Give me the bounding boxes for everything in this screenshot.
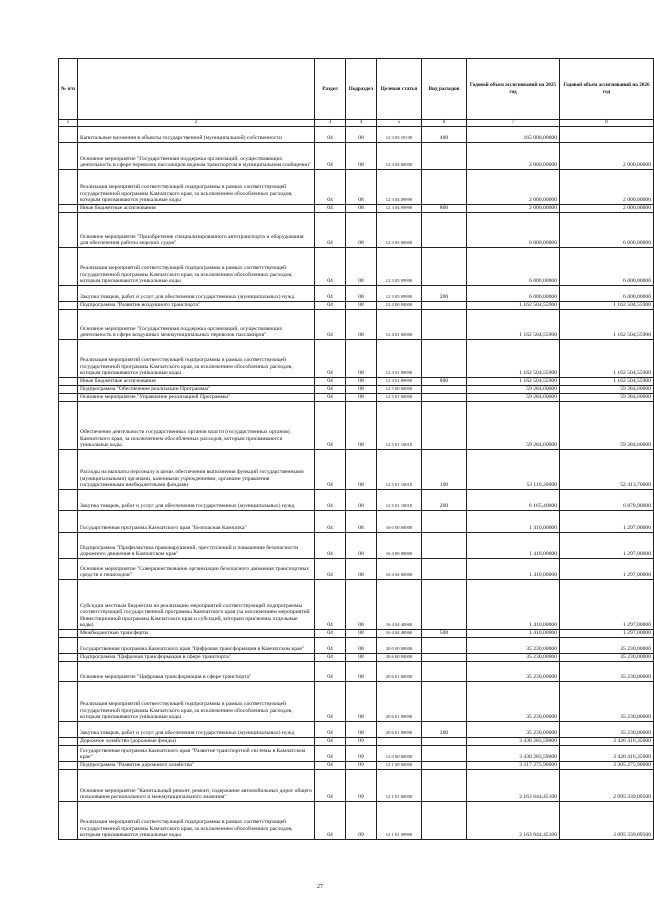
row-name-cell: Реализация мероприятий соответствующей подпрограммы в рамках соответствующей государственной программы Камчатского края, за исключением обособленных расходов, которым присваиваются уникальные коды xyxy=(78,682,315,722)
row-year2-cell: 1 297,00000 xyxy=(560,580,654,630)
row-year2-cell: 3 305 275,90000 xyxy=(560,762,654,770)
table-row xyxy=(59,205,654,213)
row-year1-cell: 1 410,00000 xyxy=(467,511,560,533)
row-year1-cell: 2 000,00000 xyxy=(467,205,560,213)
row-year2-cell xyxy=(560,127,654,143)
row-name-cell: Подпрограмма "Обеспечение реализации Программы" xyxy=(78,386,315,394)
row-section-cell: 04 xyxy=(315,770,346,802)
row-num-cell xyxy=(59,386,78,394)
row-subsection-cell: 08 xyxy=(346,662,377,682)
row-year1-cell: 3 317 275,90000 xyxy=(467,762,560,770)
row-year1-cell: 1 162 504,55900 xyxy=(467,302,560,310)
row-section-cell: 04 xyxy=(315,738,346,746)
row-name-cell: Закупка товаров, работ и услуг для обеспечения государственных (муниципальных) нужд xyxy=(78,490,315,511)
table-row xyxy=(59,662,654,682)
row-year2-cell: 35 230,00000 xyxy=(560,638,654,654)
row-name-cell: Иные бюджетные ассигнования xyxy=(78,205,315,213)
row-year1-cell: 2 163 644,45100 xyxy=(467,770,560,802)
row-exp-type-cell xyxy=(422,654,467,662)
row-year2-cell: 1 297,00000 xyxy=(560,511,654,533)
row-name-cell: Межбюджетные трансферты xyxy=(78,630,315,638)
row-exp-type-cell xyxy=(422,662,467,682)
row-article-cell: 12 4 01 09990 xyxy=(377,378,422,386)
row-year2-cell: 59 284,60000 xyxy=(560,402,654,450)
header-subsection: Подраздел xyxy=(346,59,377,120)
header-exp-type: Вид расходов xyxy=(422,59,467,120)
row-num-cell xyxy=(59,738,78,746)
row-year2-cell: 6 000,00000 xyxy=(560,286,654,302)
table-row xyxy=(59,533,654,559)
row-num-cell xyxy=(59,638,78,654)
row-article-cell: 12 4 00 00000 xyxy=(377,302,422,310)
row-name-cell: Основное мероприятие "Приобретение специализированного автотранспорта и оборудования для обеспечения работы морских судов" xyxy=(78,213,315,248)
row-name-cell: Дорожное хозяйство (дорожные фонды) xyxy=(78,738,315,746)
row-year2-cell: 1 297,00000 xyxy=(560,630,654,638)
row-year2-cell: 2 095 339,09500 xyxy=(560,802,654,840)
col-number: 8 xyxy=(560,120,654,127)
row-year1-cell: 3 438 283,59000 xyxy=(467,738,560,746)
row-subsection-cell: 08 xyxy=(346,559,377,580)
row-num-cell xyxy=(59,450,78,490)
row-article-cell: 12 1 01 00000 xyxy=(377,770,422,802)
row-num-cell xyxy=(59,746,78,762)
row-subsection-cell: 08 xyxy=(346,205,377,213)
row-article-cell: 16 4 04 00000 xyxy=(377,559,422,580)
row-year2-cell: 1 297,00000 xyxy=(560,533,654,559)
table-row xyxy=(59,302,654,310)
row-article-cell: 16 4 04 40060 xyxy=(377,630,422,638)
row-name-cell: Расходы на выплаты персоналу в целях обеспечения выполнения функций государственными (муниципальными) органами, казенными учреждениями, органами управления государственными внебюджетными фондами xyxy=(78,450,315,490)
header-year2: Годовой объем ассигнований на 2026 год xyxy=(560,59,654,120)
row-name-cell: Подпрограмма "Развитие дорожного хозяйства" xyxy=(78,762,315,770)
row-year2-cell: 6 000,00000 xyxy=(560,213,654,248)
row-year1-cell: 1 410,00000 xyxy=(467,580,560,630)
row-subsection-cell: 08 xyxy=(346,394,377,402)
row-exp-type-cell xyxy=(422,533,467,559)
row-num-cell xyxy=(59,580,78,630)
row-year1-cell: 6 000,00000 xyxy=(467,213,560,248)
row-year2-cell: 35 230,00000 xyxy=(560,722,654,738)
table-row xyxy=(59,127,654,143)
row-name-cell: Субсидии местным бюджетам на реализацию мероприятий соответствующей подпрограммы соответствующей государственной программы Камчатского края (за исключением мероприятий Инвестиционной программы Камчатского края и субсидий, которым присвоены отдельные коды) xyxy=(78,580,315,630)
row-year1-cell: 1 410,00000 xyxy=(467,630,560,638)
row-subsection-cell: 08 xyxy=(346,490,377,511)
row-year2-cell: 3 426 416,35000 xyxy=(560,746,654,762)
row-year1-cell: 1 162 504,55900 xyxy=(467,378,560,386)
row-section-cell: 04 xyxy=(315,402,346,450)
row-section-cell: 04 xyxy=(315,511,346,533)
row-section-cell: 04 xyxy=(315,450,346,490)
row-year2-cell: 59 284,60000 xyxy=(560,394,654,402)
row-num-cell xyxy=(59,402,78,450)
row-year1-cell: 1 162 504,55900 xyxy=(467,310,560,340)
table-row xyxy=(59,340,654,378)
row-name-cell: Реализация мероприятий соответствующей подпрограммы в рамках соответствующей государственной программы Камчатского края, за исключением обособленных расходов, которым присваиваются уникальные коды xyxy=(78,170,315,205)
row-section-cell: 04 xyxy=(315,205,346,213)
row-exp-type-cell xyxy=(422,386,467,394)
row-article-cell: 16 4 00 00000 xyxy=(377,533,422,559)
row-article-cell: 12 3 05 09990 xyxy=(377,286,422,302)
row-name-cell: Государственная программа Камчатского края "Цифровая трансформация в Камчатском крае" xyxy=(78,638,315,654)
row-year1-cell: 6 165,40000 xyxy=(467,490,560,511)
row-name-cell: Реализация мероприятий соответствующей подпрограммы в рамках соответствующей государственной программы Камчатского края, за исключением обособленных расходов, которым присваиваются уникальные коды xyxy=(78,248,315,286)
row-subsection-cell: 08 xyxy=(346,511,377,533)
table-row xyxy=(59,682,654,722)
row-year1-cell: 53 119,20000 xyxy=(467,450,560,490)
col-number: 4 xyxy=(346,120,377,127)
row-subsection-cell: 08 xyxy=(346,682,377,722)
row-exp-type-cell: 200 xyxy=(422,490,467,511)
row-num-cell xyxy=(59,762,78,770)
row-year1-cell: 35 230,00000 xyxy=(467,722,560,738)
row-subsection-cell: 08 xyxy=(346,630,377,638)
row-article-cell: 12 3 05 00000 xyxy=(377,213,422,248)
row-exp-type-cell xyxy=(422,580,467,630)
row-year1-cell: 6 000,00000 xyxy=(467,248,560,286)
row-exp-type-cell: 500 xyxy=(422,630,467,638)
col-number: 7 xyxy=(467,120,560,127)
row-section-cell: 04 xyxy=(315,386,346,394)
row-subsection-cell: 08 xyxy=(346,654,377,662)
row-section-cell: 04 xyxy=(315,213,346,248)
row-subsection-cell: 09 xyxy=(346,738,377,746)
row-year1-cell: 35 230,00000 xyxy=(467,662,560,682)
row-section-cell: 04 xyxy=(315,378,346,386)
row-name-cell: Государственная программа Камчатского края "Развитие транспортной системы в Камчатском крае" xyxy=(78,746,315,762)
row-name-cell: Основное мероприятие "Управление реализацией Программы" xyxy=(78,394,315,402)
row-num-cell xyxy=(59,340,78,378)
table-row xyxy=(59,746,654,762)
row-article-cell: 12 4 01 00000 xyxy=(377,310,422,340)
row-exp-type-cell xyxy=(422,310,467,340)
table-row xyxy=(59,378,654,386)
row-article-cell: 16 0 00 00000 xyxy=(377,511,422,533)
table-row xyxy=(59,511,654,533)
header-name xyxy=(78,59,315,120)
row-year1-cell: 6 000,00000 xyxy=(467,286,560,302)
row-subsection-cell: 08 xyxy=(346,143,377,170)
row-num-cell xyxy=(59,490,78,511)
row-year1-cell: 35 230,00000 xyxy=(467,682,560,722)
row-section-cell: 04 xyxy=(315,662,346,682)
row-subsection-cell: 08 xyxy=(346,310,377,340)
row-num-cell xyxy=(59,205,78,213)
row-num-cell xyxy=(59,722,78,738)
row-section-cell: 04 xyxy=(315,638,346,654)
row-article-cell: 12 3 05 09990 xyxy=(377,248,422,286)
table-row xyxy=(59,310,654,340)
row-year1-cell: 1 162 504,55900 xyxy=(467,340,560,378)
row-name-cell: Реализация мероприятий соответствующей подпрограммы в рамках соответствующей государственной программы Камчатского края, за исключением обособленных расходов, которым присваиваются уникальные коды xyxy=(78,802,315,840)
row-exp-type-cell xyxy=(422,394,467,402)
row-exp-type-cell: 800 xyxy=(422,378,467,386)
row-exp-type-cell xyxy=(422,143,467,170)
row-name-cell: Закупка товаров, работ и услуг для обеспечения государственных (муниципальных) нужд xyxy=(78,286,315,302)
row-year1-cell: 2 000,00000 xyxy=(467,170,560,205)
table-header-row xyxy=(59,59,654,120)
row-exp-type-cell xyxy=(422,638,467,654)
row-name-cell: Подпрограмма "Профилактика правонарушений, преступлений и повышение безопасности дорожного движения в Камчатском крае" xyxy=(78,533,315,559)
row-name-cell: Закупка товаров, работ и услуг для обеспечения государственных (муниципальных) нужд xyxy=(78,722,315,738)
row-section-cell: 04 xyxy=(315,310,346,340)
row-article-cell: 12 3 04 00000 xyxy=(377,143,422,170)
row-section-cell: 04 xyxy=(315,143,346,170)
row-name-cell: Основное мероприятие "Государственная поддержка организаций, осуществляющих деятельность в сфере перевозок пассажиров водным транспортом в муниципальном сообщении" xyxy=(78,143,315,170)
row-year1-cell: 2 163 644,45100 xyxy=(467,802,560,840)
row-subsection-cell: 08 xyxy=(346,533,377,559)
row-num-cell xyxy=(59,248,78,286)
row-article-cell: 12 1 01 09990 xyxy=(377,802,422,840)
row-exp-type-cell: 100 xyxy=(422,450,467,490)
row-year2-cell: 2 000,00000 xyxy=(560,205,654,213)
row-exp-type-cell xyxy=(422,302,467,310)
row-article-cell: 20 6 01 09990 xyxy=(377,682,422,722)
row-article-cell: 16 4 04 40060 xyxy=(377,580,422,630)
row-exp-type-cell: 200 xyxy=(422,286,467,302)
row-name-cell: Основное мероприятие "Государственная поддержка организаций, осуществляющих деятельность в сфере воздушных межмуниципальных перевозок пассажиров" xyxy=(78,310,315,340)
col-number: 3 xyxy=(315,120,346,127)
row-section-cell: 04 xyxy=(315,533,346,559)
row-article-cell: 12 4 01 09990 xyxy=(377,340,422,378)
row-year2-cell: 6 870,90000 xyxy=(560,490,654,511)
row-exp-type-cell xyxy=(422,340,467,378)
table-row xyxy=(59,654,654,662)
row-year1-cell: 1 410,00000 xyxy=(467,559,560,580)
table-row xyxy=(59,394,654,402)
row-num-cell xyxy=(59,286,78,302)
row-section-cell: 04 xyxy=(315,302,346,310)
table-row xyxy=(59,630,654,638)
row-year2-cell: 2 000,00000 xyxy=(560,170,654,205)
page-number: 27 xyxy=(317,884,323,890)
row-article-cell: 12 3 03 10130 xyxy=(377,127,422,143)
row-name-cell: Основное мероприятие "Цифровая трансформация в сфере транспорта" xyxy=(78,662,315,682)
row-name-cell: Государственная программа Камчатского края "Безопасная Камчатка" xyxy=(78,511,315,533)
row-article-cell: 12 5 01 10010 xyxy=(377,402,422,450)
row-year2-cell: 59 284,60000 xyxy=(560,386,654,394)
row-name-cell: Подпрограмма "Цифровая трансформация в сфере транспорта" xyxy=(78,654,315,662)
table-row xyxy=(59,490,654,511)
row-article-cell: 12 3 04 09990 xyxy=(377,205,422,213)
row-section-cell: 04 xyxy=(315,682,346,722)
row-subsection-cell: 08 xyxy=(346,213,377,248)
table-row xyxy=(59,143,654,170)
budget-table xyxy=(58,58,654,840)
row-year2-cell: 35 230,00000 xyxy=(560,654,654,662)
row-num-cell xyxy=(59,654,78,662)
row-name-cell: Основное мероприятие "Капитальный ремонт, ремонт, содержание автомобильных дорог общего пользования регионального и межмуниципального значения" xyxy=(78,770,315,802)
table-row xyxy=(59,770,654,802)
row-num-cell xyxy=(59,213,78,248)
row-exp-type-cell xyxy=(422,682,467,722)
row-num-cell xyxy=(59,770,78,802)
row-subsection-cell: 08 xyxy=(346,127,377,143)
row-article-cell: 20 6 00 00000 xyxy=(377,654,422,662)
row-exp-type-cell xyxy=(422,738,467,746)
row-exp-type-cell xyxy=(422,762,467,770)
table-row xyxy=(59,402,654,450)
header-section: Раздел xyxy=(315,59,346,120)
row-exp-type-cell: 200 xyxy=(422,722,467,738)
row-year2-cell: 1 162 504,55900 xyxy=(560,310,654,340)
row-article-cell: 12 5 00 00000 xyxy=(377,386,422,394)
row-subsection-cell: 08 xyxy=(346,722,377,738)
row-subsection-cell: 09 xyxy=(346,770,377,802)
row-exp-type-cell xyxy=(422,511,467,533)
row-year1-cell: 59 284,60000 xyxy=(467,386,560,394)
row-section-cell: 04 xyxy=(315,340,346,378)
table-row xyxy=(59,386,654,394)
row-exp-type-cell xyxy=(422,802,467,840)
row-section-cell: 04 xyxy=(315,630,346,638)
row-num-cell xyxy=(59,310,78,340)
col-number: 5 xyxy=(377,120,422,127)
row-year2-cell: 3 426 416,35000 xyxy=(560,738,654,746)
row-subsection-cell: 08 xyxy=(346,378,377,386)
row-subsection-cell: 09 xyxy=(346,762,377,770)
row-subsection-cell: 08 xyxy=(346,170,377,205)
row-article-cell: 20 6 01 00000 xyxy=(377,662,422,682)
table-row xyxy=(59,638,654,654)
table-row xyxy=(59,722,654,738)
row-year2-cell: 1 162 504,55900 xyxy=(560,302,654,310)
row-year1-cell: 3 438 283,59000 xyxy=(467,746,560,762)
row-article-cell: 12 5 01 10010 xyxy=(377,450,422,490)
row-num-cell xyxy=(59,802,78,840)
header-num: № п/п xyxy=(59,59,78,120)
table-row xyxy=(59,286,654,302)
table-row xyxy=(59,738,654,746)
row-subsection-cell: 08 xyxy=(346,286,377,302)
row-subsection-cell: 09 xyxy=(346,802,377,840)
row-article-cell xyxy=(377,738,422,746)
row-section-cell: 04 xyxy=(315,559,346,580)
row-num-cell xyxy=(59,143,78,170)
row-num-cell xyxy=(59,682,78,722)
column-number-row xyxy=(59,120,654,127)
row-article-cell: 12 1 00 00000 xyxy=(377,762,422,770)
table-row xyxy=(59,450,654,490)
row-year1-cell: 1 410,00000 xyxy=(467,533,560,559)
row-year1-cell: 2 000,00000 xyxy=(467,143,560,170)
row-exp-type-cell: 800 xyxy=(422,205,467,213)
table-row xyxy=(59,170,654,205)
row-subsection-cell: 08 xyxy=(346,402,377,450)
row-article-cell: 12 5 01 10010 xyxy=(377,490,422,511)
row-year2-cell: 2 000,00000 xyxy=(560,143,654,170)
row-year1-cell: 59 284,60000 xyxy=(467,394,560,402)
row-name-cell: Основное мероприятие "Совершенствование организации безопасного движения транспортных средств и пешеходов" xyxy=(78,559,315,580)
row-exp-type-cell xyxy=(422,170,467,205)
row-num-cell xyxy=(59,302,78,310)
row-exp-type-cell xyxy=(422,248,467,286)
row-name-cell: Обеспечение деятельности государственных органов власти (государственных органов) Камчатского края, за исключением обособленных расходов, которым присваиваются уникальные коды. xyxy=(78,402,315,450)
row-section-cell: 04 xyxy=(315,762,346,770)
header-year1: Годовой объем ассигнований на 2025 год xyxy=(467,59,560,120)
row-section-cell: 04 xyxy=(315,170,346,205)
row-year2-cell: 2 095 339,09500 xyxy=(560,770,654,802)
row-article-cell: 12 5 01 00000 xyxy=(377,394,422,402)
row-num-cell xyxy=(59,170,78,205)
row-subsection-cell: 08 xyxy=(346,302,377,310)
row-year2-cell: 6 000,00000 xyxy=(560,248,654,286)
row-exp-type-cell xyxy=(422,770,467,802)
row-exp-type-cell xyxy=(422,746,467,762)
row-section-cell: 04 xyxy=(315,394,346,402)
row-num-cell xyxy=(59,394,78,402)
row-article-cell: 12 0 00 00000 xyxy=(377,746,422,762)
row-year1-cell: 165 000,00000 xyxy=(467,127,560,143)
row-year2-cell: 35 230,00000 xyxy=(560,682,654,722)
table-row xyxy=(59,248,654,286)
row-num-cell xyxy=(59,662,78,682)
row-num-cell xyxy=(59,559,78,580)
table-row xyxy=(59,762,654,770)
row-subsection-cell: 09 xyxy=(346,746,377,762)
row-section-cell: 04 xyxy=(315,722,346,738)
row-num-cell xyxy=(59,630,78,638)
row-num-cell xyxy=(59,378,78,386)
row-section-cell: 04 xyxy=(315,654,346,662)
row-article-cell: 12 3 04 09990 xyxy=(377,170,422,205)
row-subsection-cell: 08 xyxy=(346,580,377,630)
row-section-cell: 04 xyxy=(315,580,346,630)
table-row xyxy=(59,580,654,630)
table-row xyxy=(59,802,654,840)
row-num-cell xyxy=(59,127,78,143)
row-name-cell: Реализация мероприятий соответствующей подпрограммы в рамках соответствующей государственной программы Камчатского края, за исключением обособленных расходов, которым присваиваются уникальные коды xyxy=(78,340,315,378)
row-section-cell: 04 xyxy=(315,802,346,840)
row-section-cell: 04 xyxy=(315,248,346,286)
row-year2-cell: 1 297,00000 xyxy=(560,559,654,580)
row-name-cell: Капитальные вложения в объекты государственной (муниципальной) собственности xyxy=(78,127,315,143)
table-row xyxy=(59,213,654,248)
row-year2-cell: 1 162 504,55900 xyxy=(560,378,654,386)
row-year2-cell: 35 230,00000 xyxy=(560,662,654,682)
row-exp-type-cell xyxy=(422,559,467,580)
row-exp-type-cell xyxy=(422,213,467,248)
row-year1-cell: 59 284,60000 xyxy=(467,402,560,450)
row-exp-type-cell: 400 xyxy=(422,127,467,143)
row-exp-type-cell xyxy=(422,402,467,450)
row-section-cell: 04 xyxy=(315,746,346,762)
table-row xyxy=(59,559,654,580)
row-num-cell xyxy=(59,511,78,533)
row-subsection-cell: 08 xyxy=(346,638,377,654)
row-subsection-cell: 08 xyxy=(346,248,377,286)
col-number: 6 xyxy=(422,120,467,127)
col-number: 1 xyxy=(59,120,78,127)
row-subsection-cell: 08 xyxy=(346,340,377,378)
row-year2-cell: 1 162 504,55900 xyxy=(560,340,654,378)
header-article: Целевая статья xyxy=(377,59,422,120)
row-section-cell: 04 xyxy=(315,286,346,302)
row-name-cell: Подпрограмма "Развитие воздушного транспорта" xyxy=(78,302,315,310)
row-year1-cell: 35 230,00000 xyxy=(467,654,560,662)
col-number: 2 xyxy=(78,120,315,127)
row-year2-cell: 52 413,70000 xyxy=(560,450,654,490)
row-num-cell xyxy=(59,533,78,559)
row-name-cell: Иные бюджетные ассигнования xyxy=(78,378,315,386)
row-year1-cell: 35 230,00000 xyxy=(467,638,560,654)
row-article-cell: 20 0 00 00000 xyxy=(377,638,422,654)
row-subsection-cell: 08 xyxy=(346,450,377,490)
row-section-cell: 04 xyxy=(315,127,346,143)
row-subsection-cell: 08 xyxy=(346,386,377,394)
row-article-cell: 20 6 01 09990 xyxy=(377,722,422,738)
row-section-cell: 04 xyxy=(315,490,346,511)
